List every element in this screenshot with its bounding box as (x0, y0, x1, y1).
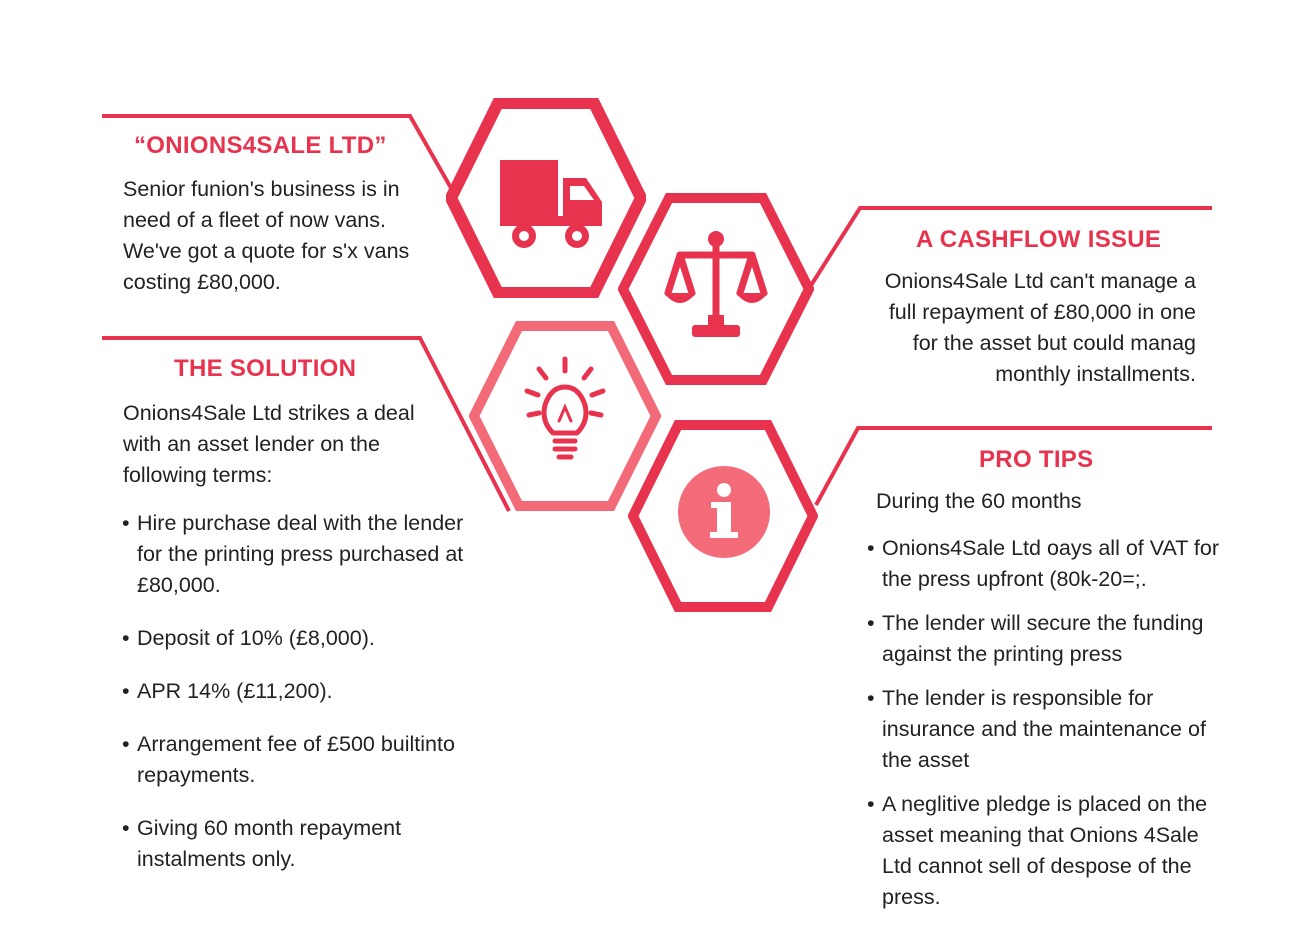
list-item: • The lender will secure the funding against the printing press (867, 608, 1221, 670)
list-item: • A neglitive pledge is placed on the asset meaning that Onions 4Sale Ltd cannot sell of despose of the press. (867, 789, 1221, 913)
info-hexagon (628, 420, 818, 612)
company-title: “ONIONS4SALE LTD” (134, 132, 387, 159)
solution-intro: Onions4Sale Ltd strikes a deal with an asset lender on the following terms: (123, 401, 415, 487)
info-icon (678, 466, 770, 558)
list-item: • The lender is responsible for insurance and the maintenance of the asset (867, 683, 1221, 776)
cashflow-title: A CASHFLOW ISSUE (916, 226, 1162, 253)
truck-hexagon (446, 98, 646, 298)
tips-title: PRO TIPS (979, 446, 1094, 473)
list-item: • Onions4Sale Ltd oays all of VAT for the press upfront (80k-20=;. (867, 533, 1221, 595)
tips-bullet-list (867, 533, 1221, 926)
tips-intro: During the 60 months (876, 489, 1082, 513)
list-item: • APR 14% (£11,200). (122, 676, 494, 707)
list-item: • Arrangement fee of £500 builtinto repayments. (122, 729, 494, 791)
list-item: • Giving 60 month repayment instalments only. (122, 813, 494, 875)
company-text: Senior funion's business is in need of a fleet of now vans. We've got a quote for s'x vans costing £80,000. (123, 177, 410, 294)
list-item: • Deposit of 10% (£8,000). (122, 623, 494, 654)
solution-title: THE SOLUTION (174, 355, 357, 382)
cashflow-text: Onions4Sale Ltd can't manage a full repayment of £80,000 in one for the asset but could manag monthly installments. (884, 269, 1196, 386)
list-item: • Hire purchase deal with the lender for the printing press purchased at £80,000. (122, 508, 494, 601)
solution-bullet-list (122, 508, 494, 897)
